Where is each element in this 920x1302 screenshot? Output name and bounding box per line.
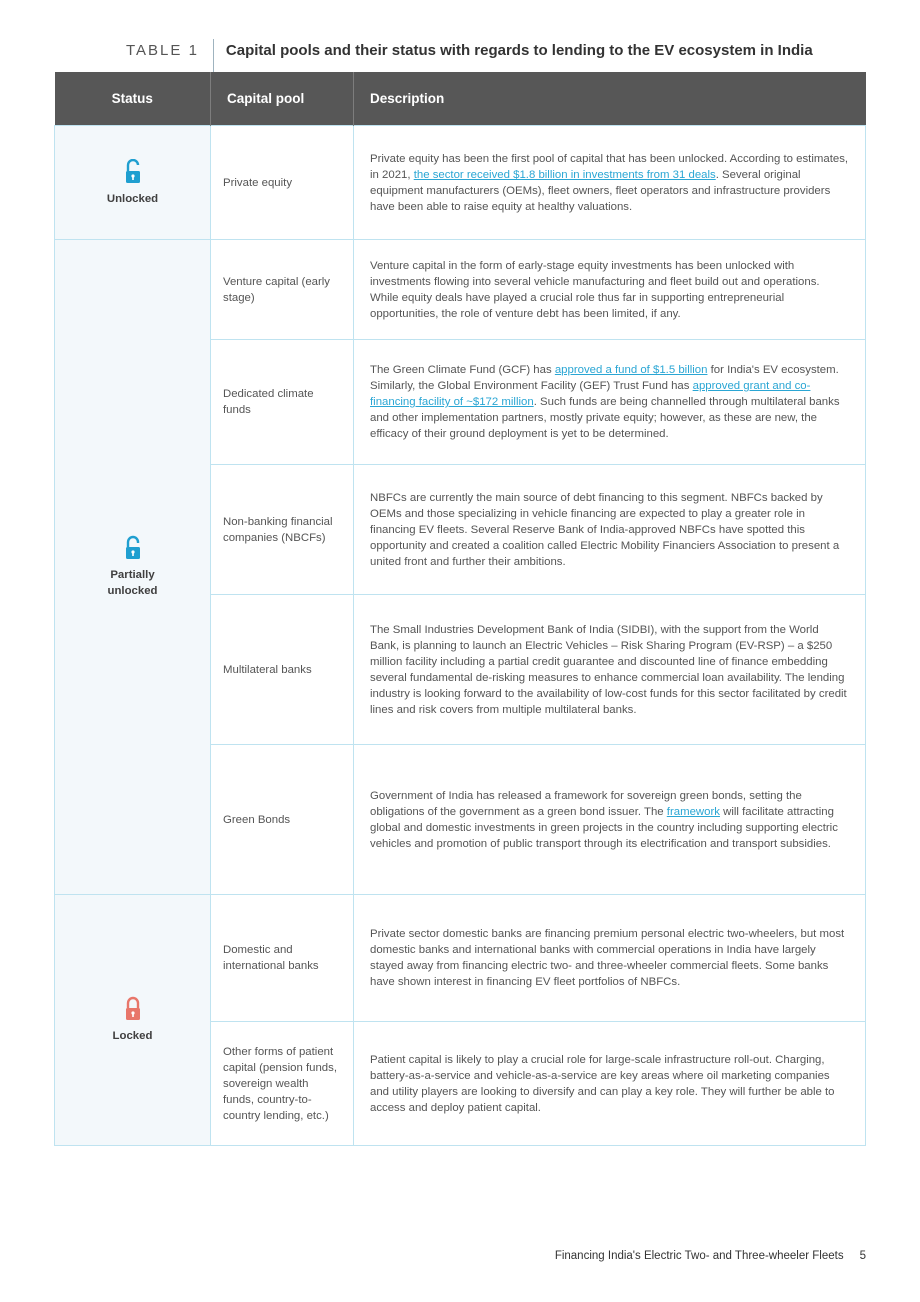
description-cell [354, 126, 866, 240]
header-description: Description [354, 72, 866, 126]
source-link-sector-investments[interactable]: the sector received $1.8 billion in investments from 31 deals [413, 168, 716, 181]
description-cell: Patient capital is likely to play a crucial role for large-scale infrastructure roll-out. Charging, battery-as-a-service and vehicle-as-a-service are key areas where oil marketing companies and utility players are looking to diversify and can play a key role. They will further be able to access and deploy patient capital. [354, 1022, 866, 1146]
capital-pool-cell: Domestic and international banks [211, 895, 354, 1022]
capital-pool-cell: Non-banking financial companies (NBCFs) [211, 465, 354, 595]
status-label-partially: Partially [110, 569, 155, 581]
capital-pool-cell: Dedicated climate funds [211, 340, 354, 465]
capital-pools-table [54, 72, 866, 1146]
capital-pool-cell: Venture capital (early stage) [211, 240, 354, 340]
status-cell-unlocked [55, 126, 211, 240]
page-footer [555, 1250, 866, 1262]
description-text: for India's EV ecosystem. Similarly, the Global Environment Facility (GEF) Trust Fund has [370, 364, 839, 392]
description-cell: NBFCs are currently the main source of debt financing to this segment. NBFCs backed by OEMs and those specializing in vehicle financing are expected to play a greater role in financing EV fleets. Several Reserve Bank of India-approved NBFCs have spotted this opportunity and created a coalition called Electric Mobility Financiers Association to present a united front and further their ambitions. [354, 465, 866, 595]
description-cell [354, 340, 866, 465]
table-row [55, 895, 866, 1022]
header-status: Status [55, 72, 211, 126]
status-label-unlocked: Unlocked [106, 192, 159, 205]
source-link-gcf-fund[interactable]: approved a fund of $1.5 billion [554, 364, 708, 376]
description-cell: Venture capital in the form of early-stage equity investments has been unlocked with investments flowing into several vehicle manufacturing and fleet build out and operations. While equity deals have played a crucial role thus far in supporting entrepreneurial opportunities, the role of venture debt has been limited, if any. [354, 240, 866, 340]
locked-padlock-icon [125, 996, 141, 1022]
table-caption [126, 38, 900, 62]
table-row [55, 126, 866, 240]
table-label: TABLE 1 [126, 41, 199, 59]
description-text: will facilitate attracting global and domestic investments in green projects in the country including supporting electric vehicles and promotion of public transport through its electrification and transport subsidies. [370, 805, 838, 850]
unlocked-padlock-icon [125, 159, 141, 185]
source-link-framework[interactable]: framework [666, 805, 720, 818]
capital-pool-cell: Private equity [211, 126, 354, 240]
description-text: Private equity has been the first pool of capital that has been unlocked. According to estimates, in 2021, [370, 152, 849, 181]
description-cell [354, 745, 866, 895]
status-cell-partially-unlocked [55, 240, 211, 895]
partially-unlocked-padlock-icon [125, 535, 141, 561]
description-cell: The Small Industries Development Bank of India (SIDBI), with the support from the World Bank, is planning to launch an Electric Vehicles – Risk Sharing Program (EV-RSP) – a $250 million facility including a partial credit guarantee and discounted line of finance embedding several fundamental de-risking measures to enhance commercial loan availability. The lending industry is looking forward to the availability of low-cost funds for this sector facilitated by credit lines and risk covers from multiple multilateral banks. [354, 595, 866, 745]
description-cell: Private sector domestic banks are financing premium personal electric two-wheelers, but most domestic banks and international banks with commercial operations in India have largely stayed away from financing electric two- and three-wheeler commercial fleets. Some banks have shown interest in financing EV fleet portfolios of NBFCs. [354, 895, 866, 1022]
capital-pool-cell: Green Bonds [211, 745, 354, 895]
status-label-locked: Locked [112, 1030, 153, 1042]
description-text: . Several original equipment manufacturers (OEMs), fleet owners, fleet operators and infrastructure providers have been able to raise equity at healthy valuations. [370, 168, 831, 213]
description-text: Government of India has released a framework for sovereign green bonds, setting the obligations of the government as a green bond issuer. The [370, 789, 802, 818]
page-number: 5 [859, 1250, 866, 1262]
header-capital-pool: Capital pool [211, 72, 354, 126]
status-label-unlocked-2: unlocked [107, 585, 158, 597]
status-cell-locked [55, 895, 211, 1146]
footer-document-title: Financing India's Electric Two- and Three-wheeler Fleets [554, 1250, 844, 1262]
caption-divider [213, 39, 214, 73]
description-text: . Such funds are being channelled through multilateral banks and other implementation partners, mostly private equity; however, as these are new, the efficacy of their ground deployment is yet to be determined. [370, 396, 840, 440]
table-row [55, 240, 866, 340]
source-link-gef-grant[interactable]: approved grant and co-financing facility of ~$172 million [370, 380, 811, 408]
capital-pool-cell: Other forms of patient capital (pension funds, sovereign wealth funds, country-to-country lending, etc.) [211, 1022, 354, 1146]
capital-pool-cell: Multilateral banks [211, 595, 354, 745]
description-text: The Green Climate Fund (GCF) has [370, 364, 555, 376]
table-header-row [55, 72, 866, 126]
table-title: Capital pools and their status with regards to lending to the EV ecosystem in India [225, 41, 813, 59]
